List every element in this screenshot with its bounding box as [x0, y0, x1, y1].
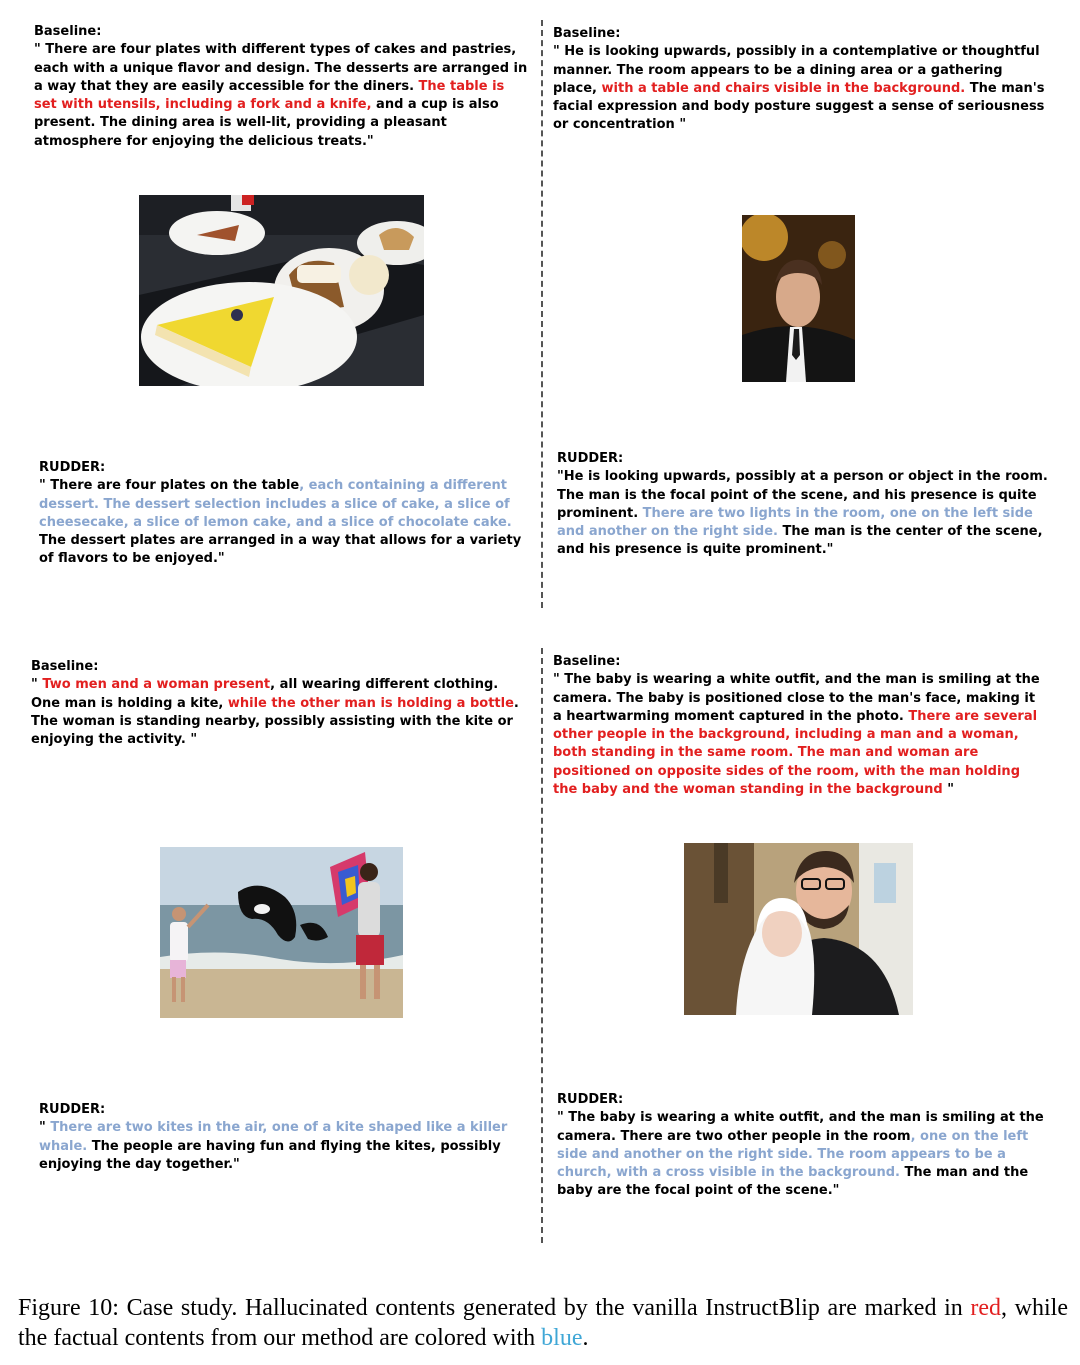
hallucinated-text: The table is set with utensils, including a fork and a knife, [34, 78, 505, 113]
panel4-rudder-text: RUDDER: " The baby is wearing a white outfit, and the man is smiling at the camera. There are two other people in the room, one on the left side and another on the right side. The room appears to be a church, with a cross visible in the background. The man and the baby are the focal point of the scene." [557, 1091, 1052, 1201]
factual-text: There are two kites in the air, one of a kite shaped like a killer whale. [39, 1120, 508, 1154]
rudder-label: RUDDER: [557, 1092, 624, 1107]
man-portrait-photo [742, 215, 855, 382]
factual-text: There are two lights in the room, one on the left side and another on the right side. [557, 505, 1033, 540]
hallucinated-text: with a table and chairs visible in the background. [601, 80, 966, 96]
column-divider-bottom [541, 648, 543, 1243]
figure-caption: Figure 10: Case study. Hallucinated contents generated by the vanilla InstructBlip are marked in red, while the factual contents from our method are colored with blue. [18, 1295, 1068, 1351]
panel3-rudder-text: RUDDER: " There are two kites in the air, one of a kite shaped like a killer whale. The people are having fun and flying the kites, possibly enjoying the day together." [39, 1101, 519, 1174]
panel1-rudder-text: RUDDER: " There are four plates on the table, each containing a different dessert. The dessert selection includes a slice of cake, a slice of cheesecake, a slice of lemon cake, and a slice of chocolate cake. The dessert plates are arranged in a way that allows for a variety of flavors to be enjoyed." [39, 459, 529, 569]
panel2-rudder-text: RUDDER: "He is looking upwards, possibly at a person or object in the room. The man is the focal point of the scene, and his presence is quite prominent. There are two lights in the room, one on the left side and another on the right side. The man is the center of the scene, and his presence is quite prominent." [557, 450, 1052, 560]
baseline-label: Baseline: [31, 659, 99, 674]
man-with-baby-photo [684, 843, 913, 1015]
column-divider-top [541, 20, 543, 608]
caption-red-word: red [970, 1295, 1002, 1321]
rudder-label: RUDDER: [557, 451, 624, 466]
caption-blue-word: blue [541, 1325, 583, 1351]
rudder-label: RUDDER: [39, 460, 106, 475]
baseline-label: Baseline: [553, 26, 621, 41]
hallucinated-text-2: while the other man is holding a bottle [227, 695, 514, 711]
hallucinated-text: Two men and a woman present [42, 677, 271, 693]
rudder-label: RUDDER: [39, 1102, 106, 1117]
panel2-baseline-text: Baseline: " He is looking upwards, possibly in a contemplative or thoughtful manner. The room appears to be a dining area or a gathering place, with a table and chairs visible in the background. The man's facial expression and body posture suggest a sense of seriousness or concentration " [553, 25, 1048, 135]
panel1-baseline-text: Baseline: " There are four plates with different types of cakes and pastries, each with a unique flavor and design. The desserts are arranged in a way that they are easily accessible for the diners. The table is set with utensils, including a fork and a knife, and a cup is also present. The dining area is well-lit, providing a pleasant atmosphere for enjoying the delicious treats." [34, 24, 528, 149]
hallucinated-text: There are several other people in the background, including a man and a woman, both standing in the same room. The man and woman are positioned on opposite sides of the room, with the man holding the baby and the woman standing in the background [553, 708, 1038, 798]
dessert-plates-photo [139, 195, 424, 386]
beach-kites-photo [160, 847, 403, 1018]
panel4-baseline-text: Baseline: " The baby is wearing a white outfit, and the man is smiling at the camera. The baby is positioned close to the man's face, making it a heartwarming moment captured in the photo. There are several other people in the background, including a man and a woman, both standing in the same room. The man and woman are positioned on opposite sides of the room, with the man holding the baby and the woman standing in the background " [553, 653, 1048, 799]
panel3-baseline-text: Baseline: " Two men and a woman present, all wearing different clothing. One man is holding a kite, while the other man is holding a bottle. The woman is standing nearby, possibly assisting with the kite or enjoying the activity. " [31, 658, 531, 749]
baseline-label: Baseline: [553, 654, 621, 669]
baseline-label: Baseline: [34, 24, 102, 39]
factual-text: , each containing a different dessert. The dessert selection includes a slice of cake, a slice of cheesecake, a slice of lemon cake, and a slice of chocolate cake. [39, 478, 512, 530]
factual-text: , one on the left side and another on the right side. The room appears to be a church, with a cross visible in the background. [557, 1128, 1029, 1181]
